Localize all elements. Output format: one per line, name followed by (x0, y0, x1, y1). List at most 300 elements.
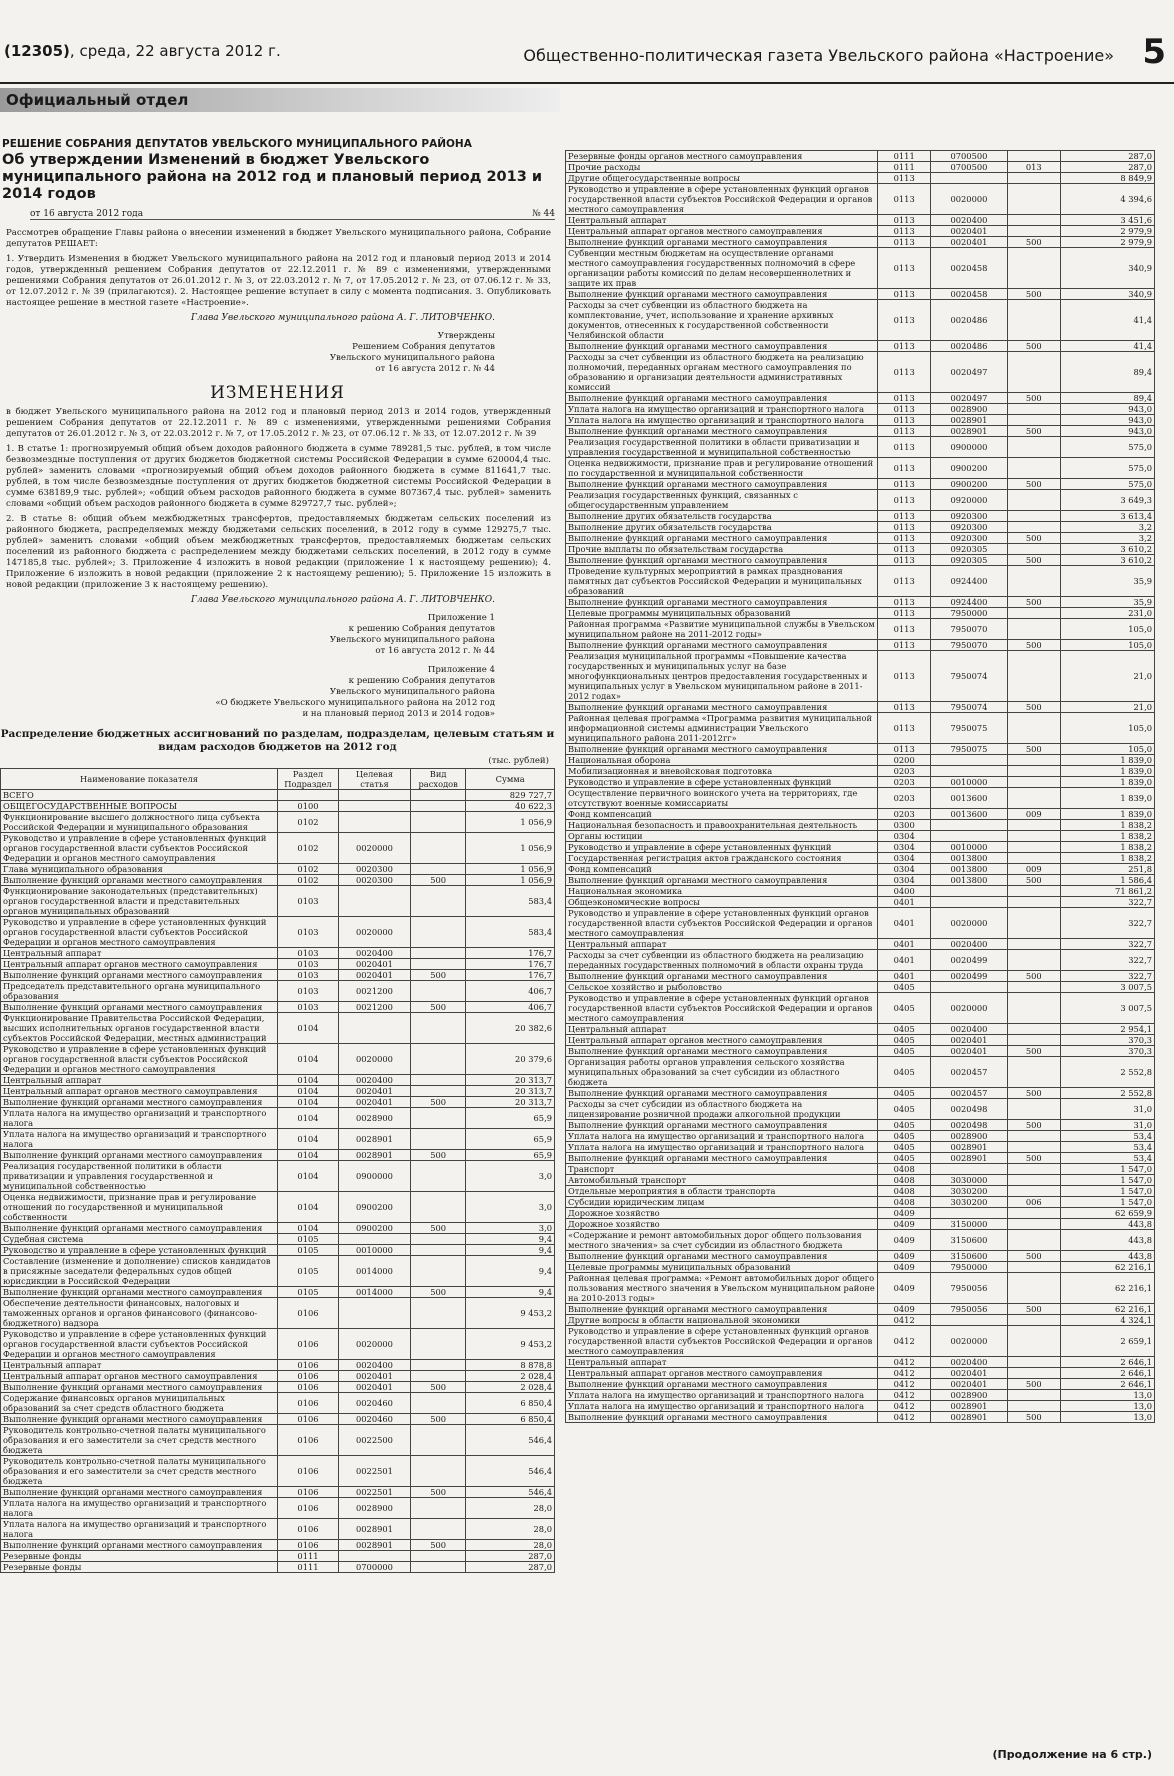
row-section: 0203 (878, 809, 931, 820)
table-row (566, 982, 1155, 993)
row-section: 0106 (278, 1360, 339, 1371)
row-section: 0102 (278, 864, 339, 875)
row-article: 0010000 (931, 842, 1008, 853)
row-article: 0020400 (338, 1075, 410, 1086)
row-type (1007, 993, 1060, 1024)
row-type (410, 1086, 465, 1097)
row-sum: 251,8 (1060, 864, 1154, 875)
row-section: 0113 (878, 713, 931, 744)
table-row (566, 608, 1155, 619)
table-row (566, 151, 1155, 162)
row-name: Государственная регистрация актов гражданского состояния (566, 853, 878, 864)
table-row (566, 744, 1155, 755)
row-section: 0405 (878, 1120, 931, 1131)
row-name: Выполнение функций органами местного самоуправления (566, 875, 878, 886)
table-row (1, 1150, 555, 1161)
row-article: 0020300 (338, 864, 410, 875)
row-article: 0020000 (338, 917, 410, 948)
row-article: 3150600 (931, 1230, 1008, 1251)
row-section: 0300 (878, 820, 931, 831)
table-body (1, 790, 555, 1573)
row-sum: 89,4 (1060, 393, 1154, 404)
row-type (1007, 755, 1060, 766)
table-row (566, 184, 1155, 215)
row-name: Национальная экономика (566, 886, 878, 897)
row-article: 0020460 (338, 1414, 410, 1425)
table-row (566, 490, 1155, 511)
row-type (1007, 608, 1060, 619)
row-name: Национальная оборона (566, 755, 878, 766)
row-article: 0020400 (931, 939, 1008, 950)
table-row (566, 458, 1155, 479)
row-sum: 1 547,0 (1060, 1186, 1154, 1197)
row-sum: 9 453,2 (466, 1329, 555, 1360)
row-type (1007, 982, 1060, 993)
row-type (1007, 184, 1060, 215)
row-sum: 231,0 (1060, 608, 1154, 619)
row-type (1007, 1219, 1060, 1230)
row-name: Выполнение функций органами местного самоуправления (566, 1046, 878, 1057)
table-row (566, 404, 1155, 415)
row-article (338, 886, 410, 917)
table-row (566, 1099, 1155, 1120)
row-article: 0028900 (931, 1390, 1008, 1401)
row-section: 0113 (878, 289, 931, 300)
row-sum: 1 838,2 (1060, 853, 1154, 864)
row-sum: 1 838,2 (1060, 831, 1154, 842)
row-name: Выполнение функций органами местного самоуправления (1, 1002, 278, 1013)
row-type: 500 (1007, 1046, 1060, 1057)
decision-date: от 16 августа 2012 года (30, 209, 144, 219)
row-name: Выполнение функций органами местного самоуправления (566, 1379, 878, 1390)
row-article: 7950056 (931, 1304, 1008, 1315)
changes-intro: в бюджет Увельского муниципального района на 2012 год и плановый период 2013 и 2014 годов, утвержденный решением Собрания депутатов от 22.12.2011 г. № 89 с изменениями, утвержденными решениями Собрания депутатов от 26.01.2012 г. № 3, от 22.03.2012 г. № 7, от 17.05.2012 г. № 23, от 07.06.12 г. № 33, от 12.07.2012 г. № 39 (6, 407, 551, 439)
table-row (566, 1142, 1155, 1153)
row-article: 7950000 (931, 1262, 1008, 1273)
row-type (410, 1234, 465, 1245)
row-name: Расходы за счет субвенции из областного бюджета на реализацию полномочий, переданных органам местного самоуправления по образованию и организации деятельности административных комиссий (566, 352, 878, 393)
row-name: Выполнение функций органами местного самоуправления (566, 971, 878, 982)
row-article: 3030000 (931, 1175, 1008, 1186)
row-name: Центральный аппарат (1, 1075, 278, 1086)
row-name: Руководство и управление в сфере установленных функций (1, 1245, 278, 1256)
row-section: 0409 (878, 1208, 931, 1219)
row-name: Выполнение функций органами местного самоуправления (1, 1150, 278, 1161)
row-type (1007, 215, 1060, 226)
row-type: 500 (1007, 393, 1060, 404)
table-row (1, 1234, 555, 1245)
row-type (1007, 713, 1060, 744)
row-section: 0409 (878, 1219, 931, 1230)
continuation-note: (Продолжение на 6 стр.) (992, 1748, 1152, 1761)
row-type (1007, 777, 1060, 788)
row-name: Руководитель контрольно-счетной палаты муниципального образования и его заместители за счет средств местного бюджета (1, 1425, 278, 1456)
table-row (566, 162, 1155, 173)
row-section: 0412 (878, 1401, 931, 1412)
table-row (566, 971, 1155, 982)
row-type (1007, 1326, 1060, 1357)
row-name: Уплата налога на имущество организаций и транспортного налога (566, 1142, 878, 1153)
row-sum: 20 379,6 (466, 1044, 555, 1075)
row-section: 0113 (878, 702, 931, 713)
row-article: 0020457 (931, 1088, 1008, 1099)
column-header: Раздел Подраздел (278, 769, 339, 790)
row-sum: 105,0 (1060, 640, 1154, 651)
row-article: 0013800 (931, 853, 1008, 864)
row-article (931, 831, 1008, 842)
row-name: Выполнение функций органами местного самоуправления (566, 1088, 878, 1099)
table-row (566, 1262, 1155, 1273)
table-row (566, 1368, 1155, 1379)
table-body (566, 151, 1155, 1423)
row-article: 0020458 (931, 248, 1008, 289)
row-section: 0102 (278, 875, 339, 886)
row-sum: 20 313,7 (466, 1086, 555, 1097)
row-name: Выполнение функций органами местного самоуправления (1, 875, 278, 886)
table-row (1, 1360, 555, 1371)
row-name: Уплата налога на имущество организаций и транспортного налога (566, 1131, 878, 1142)
row-section: 0106 (278, 1487, 339, 1498)
row-sum: 31,0 (1060, 1120, 1154, 1131)
row-name: Оценка недвижимости, признание прав и регулирование отношений по государственной и муниципальной собственности (566, 458, 878, 479)
row-sum: 3,2 (1060, 533, 1154, 544)
row-name: Функционирование законодательных (представительных) органов государственной власти и представительных органов муниципальных образований (1, 886, 278, 917)
decision-paragraph: 1. Утвердить Изменения в бюджет Увельского муниципального района на 2012 год и плановый период 2013 и 2014 годов, утвержденный решением Собрания депутатов от 22.12.2011 г. № 89 с изменениями, утвержденными решениями Собрания депутатов от 26.01.2012 г. № 3, от 22.03.2012 г. № 7, от 17.05.2012 г. № 23, от 07.06.12 г. № 33, от 12.07.2012 г. № 39 (прилагаются). 2. Настоящее решение вступает в силу с момента подписания. 3. Опубликовать настоящее решение в местной газете «Настроение». (6, 254, 551, 308)
row-name: Выполнение функций органами местного самоуправления (1, 1487, 278, 1498)
row-name: Центральный аппарат органов местного самоуправления (566, 1035, 878, 1046)
row-type: 500 (410, 1540, 465, 1551)
row-sum: 3 007,5 (1060, 982, 1154, 993)
row-article: 7950000 (931, 608, 1008, 619)
row-sum: 9,4 (466, 1256, 555, 1287)
row-sum: 943,0 (1060, 404, 1154, 415)
row-article: 0020401 (931, 1379, 1008, 1390)
row-article: 0924400 (931, 566, 1008, 597)
row-section: 0113 (878, 300, 931, 341)
row-article: 0900200 (338, 1192, 410, 1223)
row-section: 0105 (278, 1234, 339, 1245)
table-row (566, 842, 1155, 853)
row-type (1007, 788, 1060, 809)
row-name: Центральный аппарат органов местного самоуправления (1, 959, 278, 970)
row-name: Районная целевая программа: «Ремонт автомобильных дорог общего пользования местного значения в Увельском муниципальном районе на 2010-2013 годы» (566, 1273, 878, 1304)
row-sum: 1 056,9 (466, 812, 555, 833)
table-row (566, 1186, 1155, 1197)
row-article: 7950070 (931, 619, 1008, 640)
row-type (1007, 1401, 1060, 1412)
row-type (410, 981, 465, 1002)
row-type (1007, 173, 1060, 184)
table-row (566, 289, 1155, 300)
row-sum: 3 613,4 (1060, 511, 1154, 522)
row-sum: 176,7 (466, 959, 555, 970)
row-section: 0405 (878, 993, 931, 1024)
row-type: 500 (410, 1382, 465, 1393)
page-header (0, 32, 1174, 82)
row-type: 500 (1007, 744, 1060, 755)
table-row (1, 1044, 555, 1075)
row-name: Районная целевая программа «Программа развития муниципальной информационной системы администрации Увельского муниципального района 2011-2012гг» (566, 713, 878, 744)
row-type: 500 (1007, 1412, 1060, 1423)
appendix-1-block (0, 613, 495, 657)
row-section: 0106 (278, 1298, 339, 1329)
table-row (1, 864, 555, 875)
row-section: 0103 (278, 948, 339, 959)
table-row (566, 1357, 1155, 1368)
table-row (566, 1412, 1155, 1423)
row-article: 0028901 (931, 1153, 1008, 1164)
table-row (566, 1131, 1155, 1142)
row-type (410, 959, 465, 970)
table-row (566, 908, 1155, 939)
row-name: Уплата налога на имущество организаций и транспортного налога (566, 1390, 878, 1401)
row-sum: 71 861,2 (1060, 886, 1154, 897)
table-row (566, 215, 1155, 226)
row-type: 500 (410, 1002, 465, 1013)
row-section: 0111 (878, 162, 931, 173)
row-sum: 1 547,0 (1060, 1175, 1154, 1186)
row-section: 0113 (878, 426, 931, 437)
row-article (931, 897, 1008, 908)
row-name: Выполнение функций органами местного самоуправления (1, 970, 278, 981)
row-article (338, 1013, 410, 1044)
table-row (1, 833, 555, 864)
row-section: 0113 (878, 393, 931, 404)
row-type: 500 (1007, 1304, 1060, 1315)
row-sum: 9,4 (466, 1234, 555, 1245)
row-name: Центральный аппарат (1, 1360, 278, 1371)
row-name: Выполнение функций органами местного самоуправления (566, 1412, 878, 1423)
row-section: 0102 (278, 812, 339, 833)
row-type: 500 (1007, 555, 1060, 566)
table-row (566, 939, 1155, 950)
changes-title: ИЗМЕНЕНИЯ (210, 383, 345, 403)
row-section: 0103 (278, 970, 339, 981)
row-type (410, 790, 465, 801)
row-type (410, 812, 465, 833)
row-sum: 2 552,8 (1060, 1088, 1154, 1099)
row-section: 0113 (878, 415, 931, 426)
table-row (1, 1456, 555, 1487)
row-type (1007, 404, 1060, 415)
budget-table-left (0, 768, 555, 1573)
row-article: 0700000 (338, 1562, 410, 1573)
row-type (1007, 1035, 1060, 1046)
row-name: Прочие выплаты по обязательствам государства (566, 544, 878, 555)
row-article: 0920300 (931, 533, 1008, 544)
row-name: Выполнение функций органами местного самоуправления (566, 1251, 878, 1262)
row-article: 0900000 (338, 1161, 410, 1192)
table-row (1, 981, 555, 1002)
row-type (1007, 908, 1060, 939)
row-article: 0022501 (338, 1487, 410, 1498)
row-sum: 943,0 (1060, 426, 1154, 437)
row-sum: 3,0 (466, 1192, 555, 1223)
row-section: 0408 (878, 1164, 931, 1175)
row-section: 0401 (878, 908, 931, 939)
approval-line: Утверждены (437, 331, 495, 341)
appendix-line: Увельского муниципального района (329, 635, 495, 645)
row-sum: 105,0 (1060, 619, 1154, 640)
row-type: 500 (410, 1487, 465, 1498)
row-type (1007, 544, 1060, 555)
row-type (1007, 619, 1060, 640)
row-name: Руководитель контрольно-счетной палаты муниципального образования и его заместители за счет средств местного бюджета (1, 1456, 278, 1487)
row-article (931, 1208, 1008, 1219)
row-name: Руководство и управление в сфере установленных функций органов государственной власти субъектов Российской Федерации и органов местного самоуправления (1, 1044, 278, 1075)
row-section: 0113 (878, 555, 931, 566)
row-name: Выполнение функций органами местного самоуправления (566, 479, 878, 490)
row-section: 0104 (278, 1150, 339, 1161)
table-row (566, 352, 1155, 393)
table-row (566, 831, 1155, 842)
row-section: 0412 (878, 1412, 931, 1423)
row-type (1007, 820, 1060, 831)
table-row (1, 1551, 555, 1562)
table-row (1, 1002, 555, 1013)
row-article: 0020400 (338, 948, 410, 959)
row-article (931, 1164, 1008, 1175)
row-section: 0401 (878, 939, 931, 950)
page-number: 5 (1142, 32, 1166, 72)
changes-item: 2. В статье 8: общий объем межбюджетных трансфертов, предоставляемых бюджетам сельских поселений из районного бюджета, распределяемых между бюджетами сельских поселений, в 2012 году в сумме 129275,7 тыс. рублей» заменить словами «общий объем межбюджетных трансфертов, предоставляемых бюджетам сельских поселений из районного бюджета с распределением между бюджетами сельских поселений, в 2012 году в сумме 147185,8 тыс. рублей»; 3. Приложение 4 изложить в новой редакции (приложение 1 к настоящему решению); 4. Приложение 6 изложить в новой редакции (приложение 2 к настоящему решению); 5. Приложение 15 изложить в новой редакции (приложение 3 к настоящему решению). (6, 514, 551, 590)
row-article: 0013600 (931, 809, 1008, 820)
table-row (566, 1251, 1155, 1262)
row-name: Выполнение функций органами местного самоуправления (566, 341, 878, 352)
table-title: Распределение бюджетных ассигнований по разделам, подразделам, целевым статьям и видам расходов бюджетов на 2012 год (0, 728, 555, 753)
approval-block (0, 331, 495, 375)
row-name: Руководство и управление в сфере установленных функций органов государственной власти субъектов Российской Федерации и органов местного самоуправления (1, 917, 278, 948)
row-article: 0020499 (931, 950, 1008, 971)
row-section: 0405 (878, 1024, 931, 1035)
row-name: Осуществление первичного воинского учета на территориях, где отсутствуют военные комиссариаты (566, 788, 878, 809)
table-row (566, 226, 1155, 237)
table-row (1, 790, 555, 801)
row-section: 0113 (878, 608, 931, 619)
row-sum: 3 007,5 (1060, 993, 1154, 1024)
row-type (1007, 651, 1060, 702)
table-row (566, 597, 1155, 608)
table-row (1, 1013, 555, 1044)
row-name: Другие вопросы в области национальной экономики (566, 1315, 878, 1326)
row-sum: 3 610,2 (1060, 544, 1154, 555)
row-section: 0203 (878, 777, 931, 788)
row-article: 0013800 (931, 875, 1008, 886)
row-name: Общеэкономические вопросы (566, 897, 878, 908)
row-article: 0900000 (931, 437, 1008, 458)
row-type (1007, 226, 1060, 237)
table-row (566, 875, 1155, 886)
column-header: Сумма (466, 769, 555, 790)
row-name: Выполнение функций органами местного самоуправления (1, 1097, 278, 1108)
row-type (1007, 831, 1060, 842)
row-type: 500 (410, 875, 465, 886)
row-article: 0700500 (931, 151, 1008, 162)
row-name: Отдельные мероприятия в области транспорта (566, 1186, 878, 1197)
table-row (1, 948, 555, 959)
table-row (566, 479, 1155, 490)
row-name: Прочие расходы (566, 162, 878, 173)
row-name: Руководство и управление в сфере установленных функций органов государственной власти субъектов Российской Федерации и органов местного самоуправления (566, 993, 878, 1024)
row-article (931, 766, 1008, 777)
row-section: 0400 (878, 886, 931, 897)
row-article: 3030200 (931, 1186, 1008, 1197)
row-type: 500 (1007, 875, 1060, 886)
table-row (566, 820, 1155, 831)
row-sum: 4 324,1 (1060, 1315, 1154, 1326)
row-type (410, 1298, 465, 1329)
row-type (1007, 458, 1060, 479)
row-name: Реализация государственной политики в области приватизации и управления государственной и муниципальной собственностью (566, 437, 878, 458)
row-section: 0111 (278, 1562, 339, 1573)
table-row (566, 1164, 1155, 1175)
row-name: Уплата налога на имущество организаций и транспортного налога (1, 1498, 278, 1519)
table-row (1, 1097, 555, 1108)
row-name: Реализация государственной политики в области приватизации и управления государственной и муниципальной собственностью (1, 1161, 278, 1192)
row-type (410, 801, 465, 812)
row-sum: 13,0 (1060, 1401, 1154, 1412)
row-article (931, 982, 1008, 993)
row-name: Уплата налога на имущество организаций и транспортного налога (566, 1401, 878, 1412)
row-article: 0020000 (931, 1326, 1008, 1357)
row-name: Выполнение функций органами местного самоуправления (566, 597, 878, 608)
row-type: 009 (1007, 809, 1060, 820)
row-sum: 28,0 (466, 1540, 555, 1551)
row-section (278, 790, 339, 801)
row-name: Уплата налога на имущество организаций и транспортного налога (1, 1129, 278, 1150)
row-article: 0013800 (931, 864, 1008, 875)
row-article: 0020457 (931, 1057, 1008, 1088)
section-banner: Официальный отдел (0, 88, 560, 112)
row-name: Обеспечение деятельности финансовых, налоговых и таможенных органов и органов финансового (финансово-бюджетного) надзора (1, 1298, 278, 1329)
row-sum: 3,2 (1060, 522, 1154, 533)
table-row (1, 1498, 555, 1519)
row-type (1007, 300, 1060, 341)
row-name: Транспорт (566, 1164, 878, 1175)
row-name: Центральный аппарат органов местного самоуправления (1, 1086, 278, 1097)
row-article: 3150000 (931, 1219, 1008, 1230)
table-row (1, 1519, 555, 1540)
row-name: Органы юстиции (566, 831, 878, 842)
row-type: 500 (410, 1223, 465, 1234)
row-sum: 340,9 (1060, 248, 1154, 289)
table-row (1, 1425, 555, 1456)
row-sum: 1 056,9 (466, 875, 555, 886)
row-sum: 53,4 (1060, 1153, 1154, 1164)
row-type (410, 1371, 465, 1382)
row-article: 0021200 (338, 981, 410, 1002)
row-type (1007, 1164, 1060, 1175)
row-name: Резервные фонды (1, 1562, 278, 1573)
row-section: 0103 (278, 981, 339, 1002)
row-sum: 53,4 (1060, 1131, 1154, 1142)
appendix-line: к решению Собрания депутатов (348, 676, 495, 686)
row-article: 0020498 (931, 1120, 1008, 1131)
table-row (566, 1175, 1155, 1186)
row-type (1007, 352, 1060, 393)
row-article: 0020401 (338, 1086, 410, 1097)
row-sum: 62 216,1 (1060, 1304, 1154, 1315)
row-section: 0104 (278, 1192, 339, 1223)
row-type: 500 (1007, 533, 1060, 544)
row-sum: 62 216,1 (1060, 1262, 1154, 1273)
row-sum: 443,8 (1060, 1219, 1154, 1230)
row-article: 0020401 (931, 1046, 1008, 1057)
row-sum: 287,0 (466, 1562, 555, 1573)
row-type (1007, 566, 1060, 597)
table-row (1, 1086, 555, 1097)
row-sum: 21,0 (1060, 702, 1154, 713)
